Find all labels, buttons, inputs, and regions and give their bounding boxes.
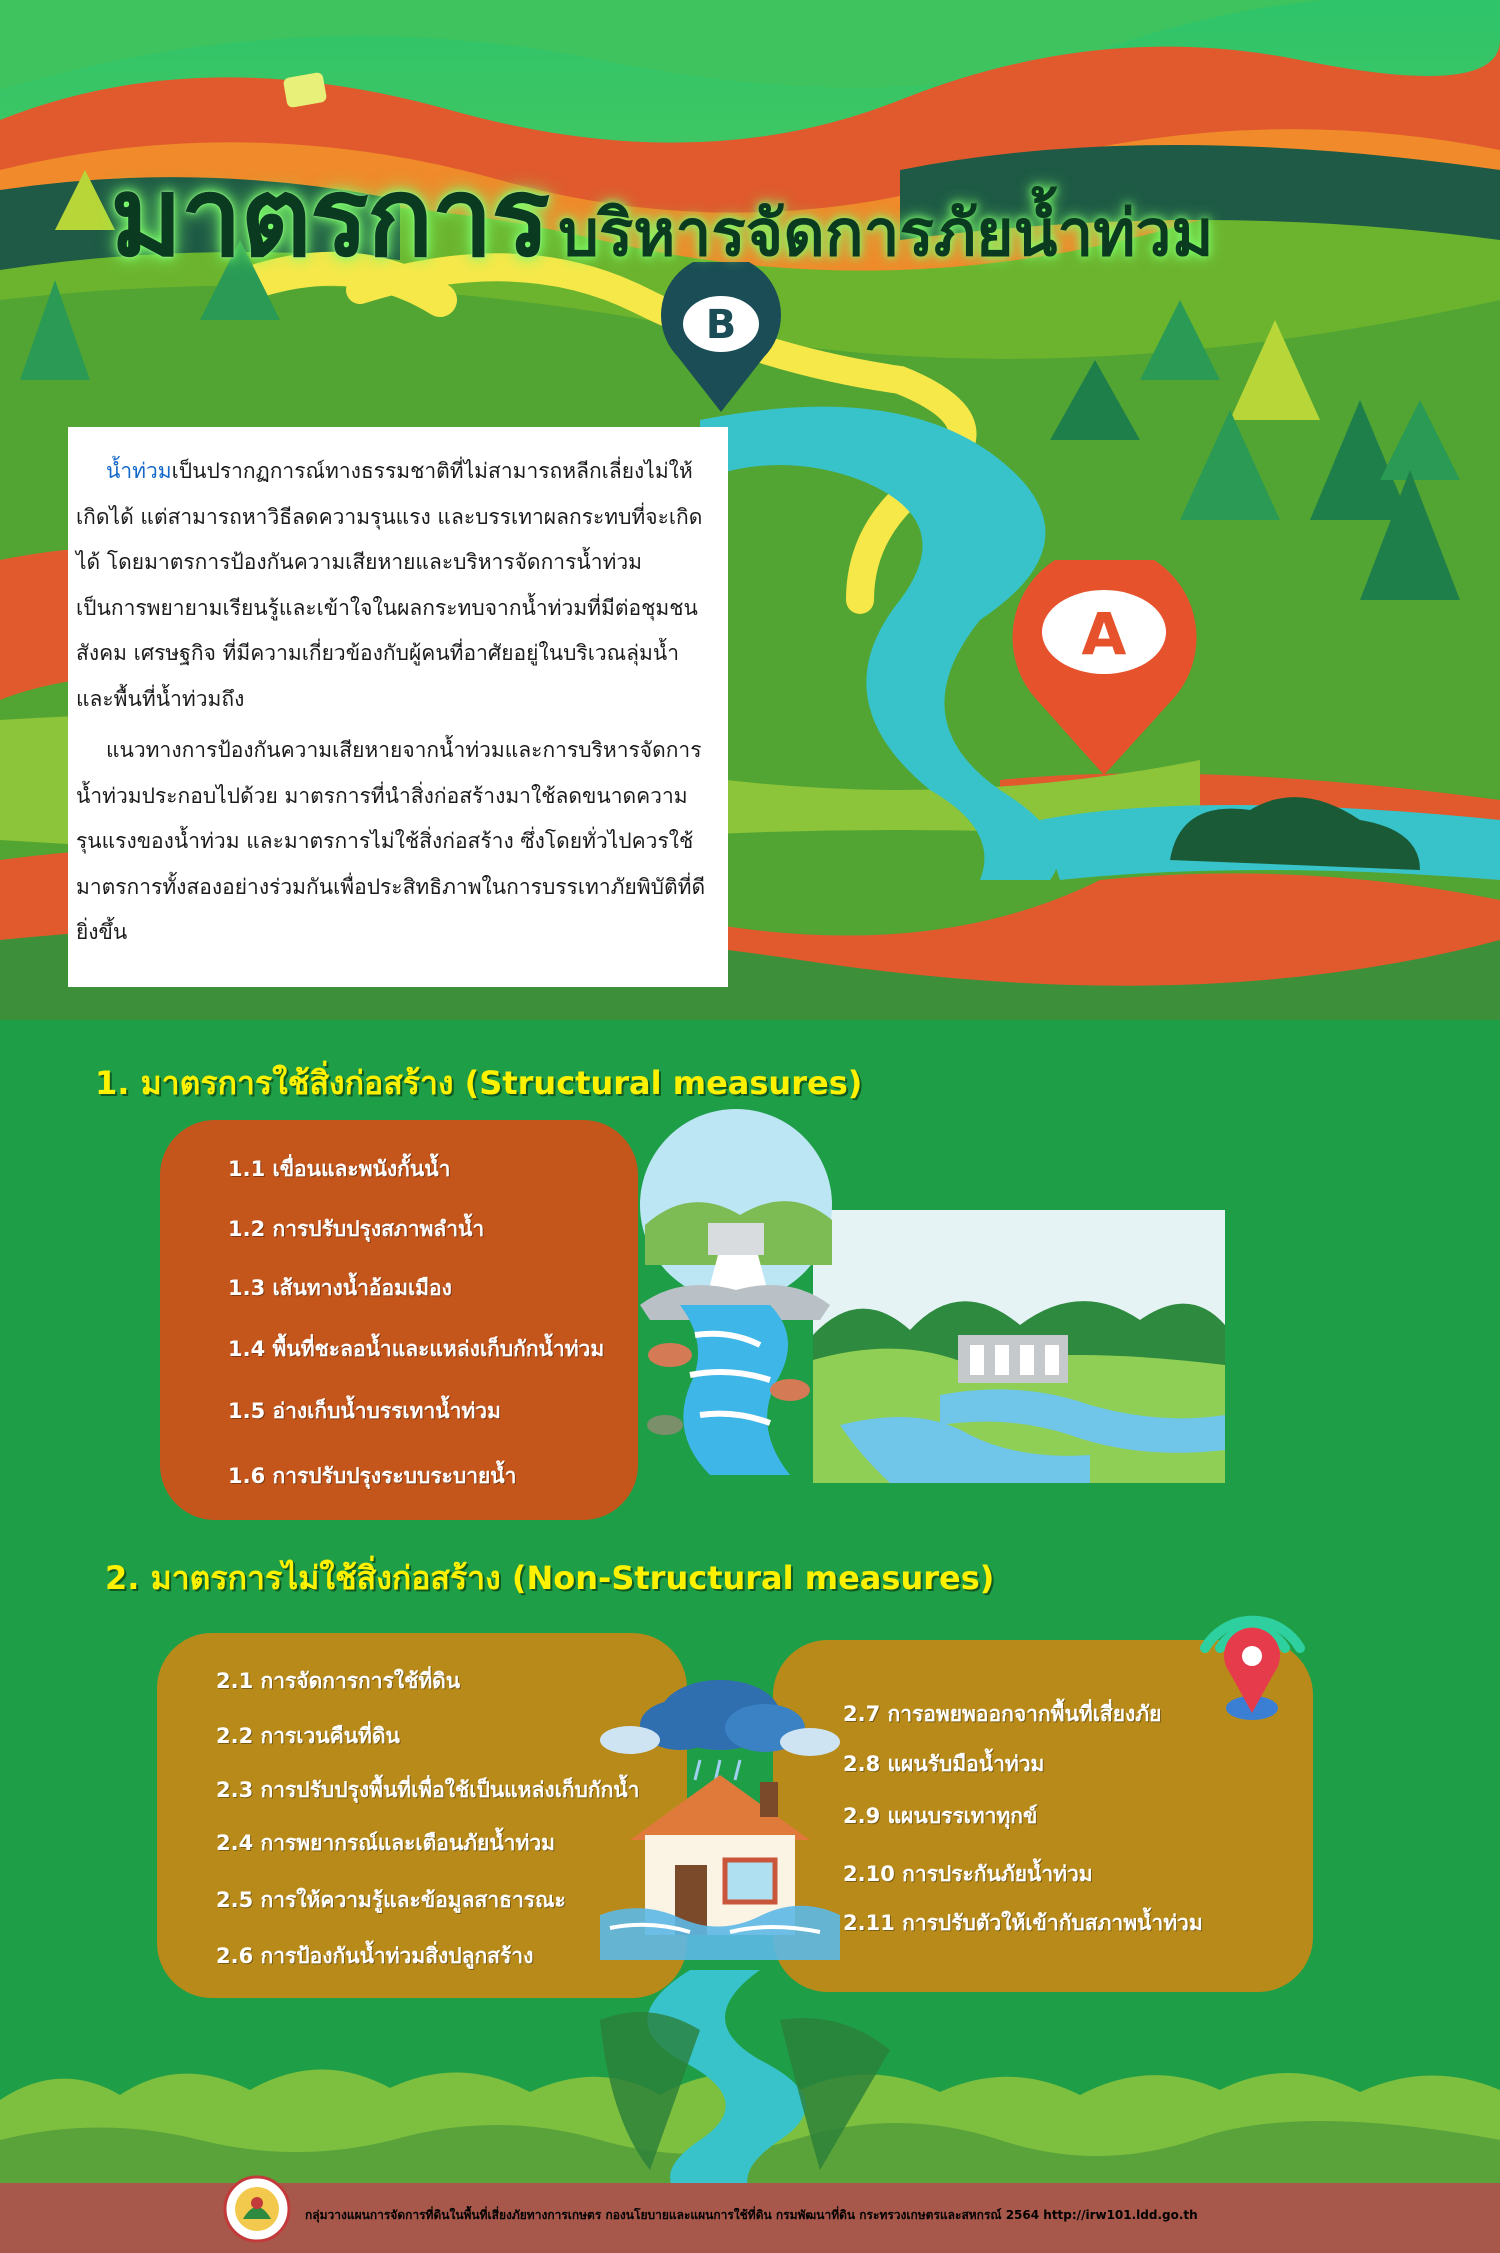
intro-paragraph-1: [76, 449, 710, 722]
section2-title: 2. มาตรการไม่ใช้สิ่งก่อสร้าง (Non-Structural measures): [105, 1559, 995, 1597]
s2-item-2: 2.2 การเวนคืนที่ดิน: [216, 1724, 400, 1748]
s2-item-8: 2.8 แผนรับมือน้ำท่วม: [843, 1752, 1045, 1776]
title-sub: บริหารจัดการภัยน้ำท่วม: [558, 197, 1214, 271]
marker-a-icon: [992, 560, 1217, 775]
location-pin-icon: [1180, 1568, 1325, 1728]
s2-item-11: 2.11 การปรับตัวให้เข้ากับสภาพน้ำท่วม: [843, 1911, 1203, 1935]
marker-b-icon: [648, 262, 794, 412]
department-logo: [223, 2175, 291, 2243]
s1-item-5: 1.5 อ่างเก็บน้ำบรรเทาน้ำท่วม: [228, 1399, 501, 1423]
dam-illustration: [640, 1105, 1225, 1485]
s1-item-3: 1.3 เส้นทางน้ำอ้อมเมือง: [228, 1276, 452, 1300]
s2-item-7: 2.7 การอพยพออกจากพื้นที่เสี่ยงภัย: [843, 1702, 1162, 1726]
s2-item-3: 2.3 การปรับปรุงพื้นที่เพื่อใช้เป็นแหล่งเก็บกักน้ำ: [216, 1778, 640, 1802]
section1-title: 1. มาตรการใช้สิ่งก่อสร้าง (Structural measures): [95, 1064, 863, 1102]
intro-text-box: [68, 427, 728, 987]
s2-item-9: 2.9 แผนบรรเทาทุกข์: [843, 1804, 1038, 1828]
s2-item-5: 2.5 การให้ความรู้และข้อมูลสาธารณะ: [216, 1888, 566, 1912]
s1-item-1: 1.1 เขื่อนและพนังกั้นน้ำ: [228, 1157, 451, 1181]
s1-item-6: 1.6 การปรับปรุงระบบระบายน้ำ: [228, 1464, 517, 1488]
footer-credit: กลุ่มวางแผนการจัดการที่ดินในพื้นที่เสี่ยงภัยทางการเกษตร กองนโยบายและแผนการใช้ที่ดิน กรมพัฒนาที่ดิน กระทรวงเกษตรและสหกรณ์ 2564 http://irw101.ldd.go.th: [305, 2208, 1198, 2222]
s1-item-4: 1.4 พื้นที่ชะลอน้ำและแหล่งเก็บกักน้ำท่วม: [228, 1337, 605, 1361]
marker-b-label: B: [705, 302, 737, 348]
s2-item-1: 2.1 การจัดการการใช้ที่ดิน: [216, 1669, 461, 1693]
s2-item-10: 2.10 การประกันภัยน้ำท่วม: [843, 1862, 1093, 1886]
flooded-house-illustration: [600, 1670, 840, 1960]
marker-a-label: A: [1081, 600, 1127, 668]
intro-paragraph-2: แนวทางการป้องกันความเสียหายจากน้ำท่วมและการบริหารจัดการน้ำท่วมประกอบไปด้วย มาตรการที่นำสิ่งก่อสร้างมาใช้ลดขนาดความรุนแรงของน้ำท่วม และมาตรการไม่ใช้สิ่งก่อสร้าง ซึ่งโดยทั่วไปควรใช้มาตรการทั้งสองอย่างร่วมกันเพื่อประสิทธิภาพในการบรรเทาภัยพิบัติที่ดียิ่งขึ้น: [76, 738, 706, 944]
page-title: [110, 130, 1410, 281]
intro-p1-text: เป็นปรากฏการณ์ทางธรรมชาติที่ไม่สามารถหลีกเลี่ยงไม่ให้เกิดได้ แต่สามารถหาวิธีลดความรุนแรง และบรรเทาผลกระทบที่จะเกิดได้ โดยมาตรการป้องกันความเสียหายและบริหารจัดการน้ำท่วม เป็นการพยายามเรียนรู้และเข้าใจในผลกระทบจากน้ำท่วมที่มีต่อชุมชน สังคม เศรษฐกิจ ที่มีความเกี่ยวข้องกับผู้คนที่อาศัยอยู่ในบริเวณลุ่มน้ำและพื้นที่น้ำท่วมถึง: [76, 459, 703, 711]
s1-item-2: 1.2 การปรับปรุงสภาพลำน้ำ: [228, 1217, 485, 1241]
s2-item-6: 2.6 การป้องกันน้ำท่วมสิ่งปลูกสร้าง: [216, 1944, 534, 1968]
title-main: มาตรการ: [110, 153, 549, 281]
intro-highlight: น้ำท่วม: [106, 459, 172, 483]
s2-item-4: 2.4 การพยากรณ์และเตือนภัยน้ำท่วม: [216, 1831, 555, 1855]
